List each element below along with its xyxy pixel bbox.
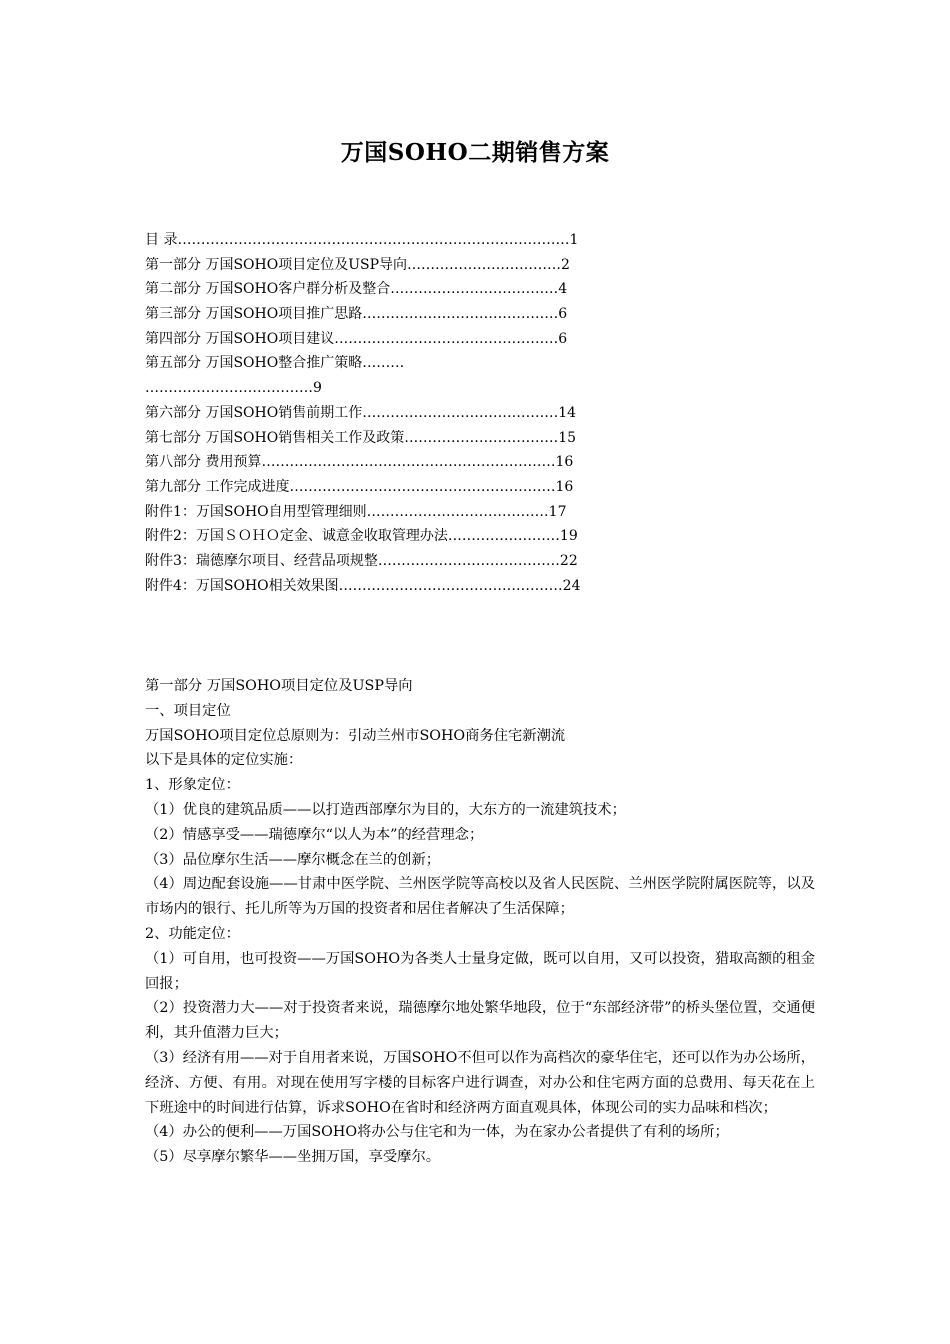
list-heading: 2、功能定位：: [145, 925, 240, 942]
list-item: （4）办公的便利——万国SOHO将办公与住宅和为一体，为在家办公者提供了有利的场所；: [145, 1124, 729, 1141]
toc-line: 第一部分 万国SOHO项目定位及USP导向……………………………2: [145, 256, 570, 273]
toc-line: 目 录…………………………………………………………………………1: [145, 232, 579, 248]
toc-line: 附件1：万国SOHO自用型管理细则…………………………………17: [145, 503, 567, 520]
paragraph: 以下是具体的定位实施：: [145, 752, 303, 769]
list-item: （2）情感享受——瑞德摩尔“以人为本”的经营理念；: [145, 826, 484, 843]
list-item: （4）周边配套设施——甘肃中医学院、兰州医学院等高校以及省人民医院、兰州医学院附属医院等，以及市场内的银行、托儿所等为万国的投资者和居住者解决了生活保障；: [145, 876, 815, 918]
toc-line: 附件3：瑞德摩尔项目、经营品项规整…………………………………22: [145, 552, 578, 569]
toc-line: 第八部分 费用预算………………………………………………………16: [145, 454, 574, 471]
document-body: [145, 674, 815, 1170]
toc-line: 附件4：万国SOHO相关效果图…………………………………………24: [145, 577, 581, 594]
toc-line: 第三部分 万国SOHO项目推广思路……………………………………6: [145, 306, 568, 323]
subsection-heading: 一、项目定位: [145, 702, 231, 719]
toc-line: 第七部分 万国SOHO销售相关工作及政策……………………………15: [145, 429, 577, 446]
toc-line: 第四部分 万国SOHO项目建议…………………………………………6: [145, 330, 568, 347]
toc-line: 第六部分 万国SOHO销售前期工作……………………………………14: [145, 404, 577, 421]
list-item: （1）优良的建筑品质——以打造西部摩尔为目的，大东方的一流建筑技术；: [145, 801, 626, 818]
toc-line: 附件2：万国ＳＯＨＯ定金、诚意金收取管理办法……………………19: [145, 528, 578, 545]
list-item: （1）可自用，也可投资——万国SOHO为各类人士量身定做，既可以自用，又可以投资，猎取高额的租金回报；: [145, 950, 815, 992]
list-heading: 1、形象定位：: [145, 777, 240, 794]
document-title: 万国SOHO二期销售方案: [340, 139, 610, 166]
list-item: （3）经济有用——对于自用者来说，万国SOHO不但可以作为高档次的豪华住宅，还可以作为办公场所，经济、方便、有用。对现在使用写字楼的目标客户进行调查，对办公和住宅两方面的总费用、每天花在上下班途中的时间进行估算，诉求SOHO在省时和经济两方面直观具体，体现公司的实力品味和档次；: [145, 1049, 815, 1116]
list-item: （2）投资潜力大——对于投资者来说，瑞德摩尔地处繁华地段，位于“东部经济带”的桥头堡位置，交通便利，其升值潜力巨大；: [145, 1000, 815, 1042]
toc-line: 第二部分 万国SOHO客户群分析及整合………………………………4: [145, 281, 568, 298]
table-of-contents: [145, 228, 825, 598]
section-heading: 第一部分 万国SOHO项目定位及USP导向: [145, 678, 413, 694]
toc-line: 第五部分 万国SOHO整合推广策略………: [145, 355, 405, 372]
toc-line: ………………………………9: [145, 380, 322, 397]
list-item: （5）尽享摩尔繁华——坐拥万国，享受摩尔。: [145, 1149, 441, 1166]
paragraph: 万国SOHO项目定位总原则为：引动兰州市SOHO商务住宅新潮流: [145, 727, 566, 744]
toc-line: 第九部分 工作完成进度…………………………………………………16: [145, 478, 574, 495]
list-item: （3）品位摩尔生活——摩尔概念在兰的创新；: [145, 851, 441, 868]
